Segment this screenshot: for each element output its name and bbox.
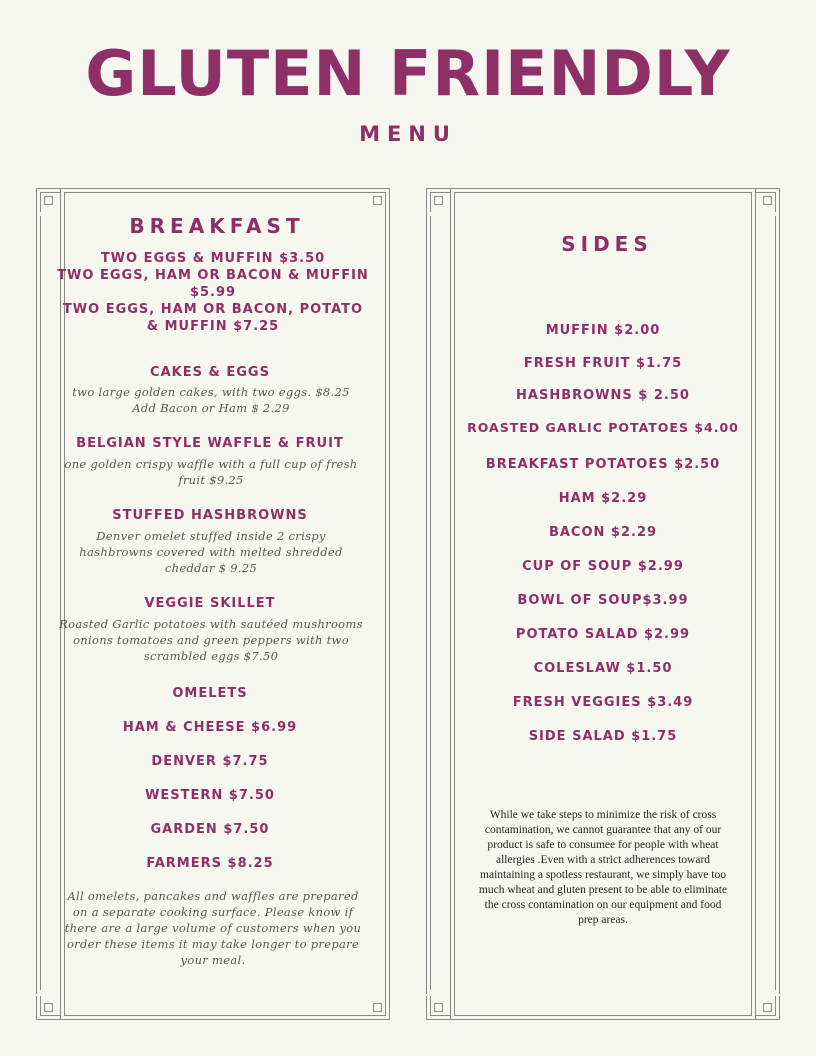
cakes-eggs-title: CAKES & EGGS <box>150 365 270 380</box>
corner-ornament-icon <box>426 996 450 1020</box>
combo-item: TWO EGGS & MUFFIN $3.50 <box>100 251 326 266</box>
breakfast-heading: BREAKFAST <box>129 214 305 238</box>
corner-ornament-icon <box>366 188 390 212</box>
side-item: BREAKFAST POTATOES $2.50 <box>485 457 721 472</box>
cakes-eggs-desc: two large golden cakes, with two eggs. $8.25 Add Bacon or Ham $ 2.29 <box>72 385 350 415</box>
sides-heading: SIDES <box>561 232 653 256</box>
waffle-desc: one golden crispy waffle with a full cup of fresh fruit $9.25 <box>64 457 358 487</box>
corner-ornament-icon <box>366 996 390 1020</box>
stuffed-hashbrowns-desc: Denver omelet stuffed inside 2 crispy hashbrowns covered with melted shredded cheddar $ 9.25 <box>79 529 343 575</box>
corner-ornament-icon <box>36 996 60 1020</box>
side-item: POTATO SALAD $2.99 <box>515 627 691 642</box>
menu-subtitle: MENU <box>359 122 457 146</box>
omelet-item: DENVER $7.75 <box>151 754 269 769</box>
side-item: ROASTED GARLIC POTATOES $4.00 <box>467 420 739 435</box>
sides-panel <box>426 188 780 1020</box>
corner-ornament-icon <box>36 188 60 212</box>
combo-item: TWO EGGS, HAM OR BACON & MUFFIN $5.99 <box>57 268 369 300</box>
veggie-skillet-title: VEGGIE SKILLET <box>144 596 276 611</box>
omelet-item: GARDEN $7.50 <box>150 822 270 837</box>
omelet-item: FARMERS $8.25 <box>146 856 274 871</box>
side-item: FRESH FRUIT $1.75 <box>523 356 683 371</box>
omelets-title: OMELETS <box>172 686 248 701</box>
side-item: BACON $2.29 <box>548 525 658 540</box>
side-item: CUP OF SOUP $2.99 <box>522 559 684 574</box>
breakfast-panel <box>36 188 390 1020</box>
side-item: MUFFIN $2.00 <box>545 323 661 338</box>
corner-ornament-icon <box>756 996 780 1020</box>
corner-ornament-icon <box>756 188 780 212</box>
corner-ornament-icon <box>426 188 450 212</box>
allergy-disclaimer: While we take steps to minimize the risk of cross contamination, we cannot guarantee that any of our product is safe to consumee for people with wheat allergies .Even with a strict adherences toward maintaining a spotless restaurant, we simply have too much wheat and gluten present to be able to eliminate the cross contamination on our equipment and food prep areas. <box>478 809 728 926</box>
veggie-skillet-desc: Roasted Garlic potatoes with sautéed mushrooms onions tomatoes and green peppers with two scrambled eggs $7.50 <box>59 617 363 663</box>
side-item: HAM $2.29 <box>558 491 648 506</box>
waffle-title: BELGIAN STYLE WAFFLE & FRUIT <box>76 436 344 451</box>
menu-title: GLUTEN FRIENDLY <box>85 37 731 110</box>
omelet-item: HAM & CHEESE $6.99 <box>122 720 298 735</box>
side-item: SIDE SALAD $1.75 <box>528 729 678 744</box>
side-item: BOWL OF SOUP$3.99 <box>517 593 689 608</box>
stuffed-hashbrowns-title: STUFFED HASHBROWNS <box>112 508 308 523</box>
omelet-item: WESTERN $7.50 <box>145 788 275 803</box>
side-item: FRESH VEGGIES $3.49 <box>512 695 694 710</box>
side-item: COLESLAW $1.50 <box>533 661 673 676</box>
combo-item: TWO EGGS, HAM OR BACON, POTATO & MUFFIN $7.25 <box>62 302 364 334</box>
omelets-note: All omelets, pancakes and waffles are prepared on a separate cooking surface. Please know if there are a large volume of customers when you order these items it may take longer to prepare your meal. <box>64 889 362 967</box>
side-item: HASHBROWNS $ 2.50 <box>516 388 690 403</box>
